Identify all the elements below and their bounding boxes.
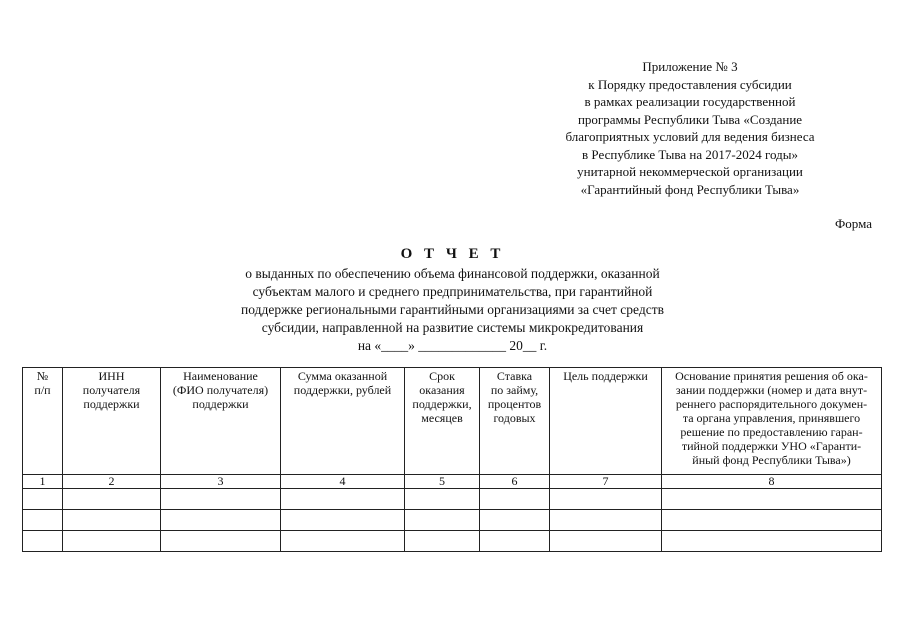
table-cell [662,510,882,531]
table-cell [63,489,161,510]
header-cell-rate: Ставка по займу, процентов годовых [480,368,550,475]
table-cell [161,489,281,510]
table-header-row [23,368,882,475]
table-cell [480,510,550,531]
table-cell [63,510,161,531]
column-number: 4 [281,475,405,489]
column-number-row [23,475,882,489]
appendix-line: к Порядку предоставления субсидии [588,76,792,92]
column-number: 7 [550,475,662,489]
appendix-line: «Гарантийный фонд Республики Тыва» [580,181,800,197]
appendix-header [490,58,890,198]
report-date-line: на «____» _____________ 20__ г. [357,338,548,353]
table-cell [550,531,662,552]
column-number: 5 [405,475,480,489]
header-cell-amount: Сумма оказанной поддержки, рублей [281,368,405,475]
column-number: 1 [23,475,63,489]
header-cell-basis: Основание принятия решения об ока- зании поддержки (номер и дата внут- реннего распорядительного докумен- та органа управления, принявшего решение по предоставлению гаран- тийной поддержки УНО «Гаранти- йный фонд Республики Тыва») [662,368,882,475]
appendix-line: в рамках реализации государственной [584,94,796,109]
report-subtitle [0,265,905,355]
table-cell [662,489,882,510]
column-number: 3 [161,475,281,489]
table-cell [161,531,281,552]
report-title: О Т Ч Е Т [400,246,505,262]
subtitle-line: субъектам малого и среднего предпринимательства, при гарантийной [252,284,653,299]
table-cell [63,531,161,552]
table-cell [281,510,405,531]
appendix-line: в Республике Тыва на 2017-2024 годы» [582,146,798,162]
appendix-line: благоприятных условий для ведения бизнеса [565,129,815,144]
column-number: 8 [662,475,882,489]
appendix-line: унитарной некоммерческой организации [577,164,803,179]
header-cell-number: № п/п [23,368,63,475]
header-cell-name: Наименование (ФИО получателя) поддержки [161,368,281,475]
table-row [23,510,882,531]
column-number: 6 [480,475,550,489]
appendix-line: программы Республики Тыва «Создание [577,111,803,127]
column-number: 2 [63,475,161,489]
appendix-line: Приложение № 3 [642,59,738,74]
table-cell [161,510,281,531]
table-cell [405,489,480,510]
report-table [22,367,882,552]
table-row [23,489,882,510]
table-cell [405,510,480,531]
header-cell-inn: ИНН получателя поддержки [63,368,161,475]
subtitle-line: поддержке региональными гарантийными организациями за счет средств [241,302,664,317]
header-cell-purpose: Цель поддержки [550,368,662,475]
table-row [23,531,882,552]
subtitle-line: субсидии, направленной на развитие системы микрокредитования [261,320,644,335]
table-cell [23,531,63,552]
table-cell [281,531,405,552]
table-cell [480,489,550,510]
table-cell [480,531,550,552]
table-cell [550,489,662,510]
table-cell [281,489,405,510]
subtitle-line: о выданных по обеспечению объема финансовой поддержки, оказанной [245,266,660,281]
table-cell [23,489,63,510]
table-cell [23,510,63,531]
table-cell [405,531,480,552]
header-cell-term: Срок оказания поддержки, месяцев [405,368,480,475]
table-cell [550,510,662,531]
form-label: Форма [835,216,872,231]
table-cell [662,531,882,552]
